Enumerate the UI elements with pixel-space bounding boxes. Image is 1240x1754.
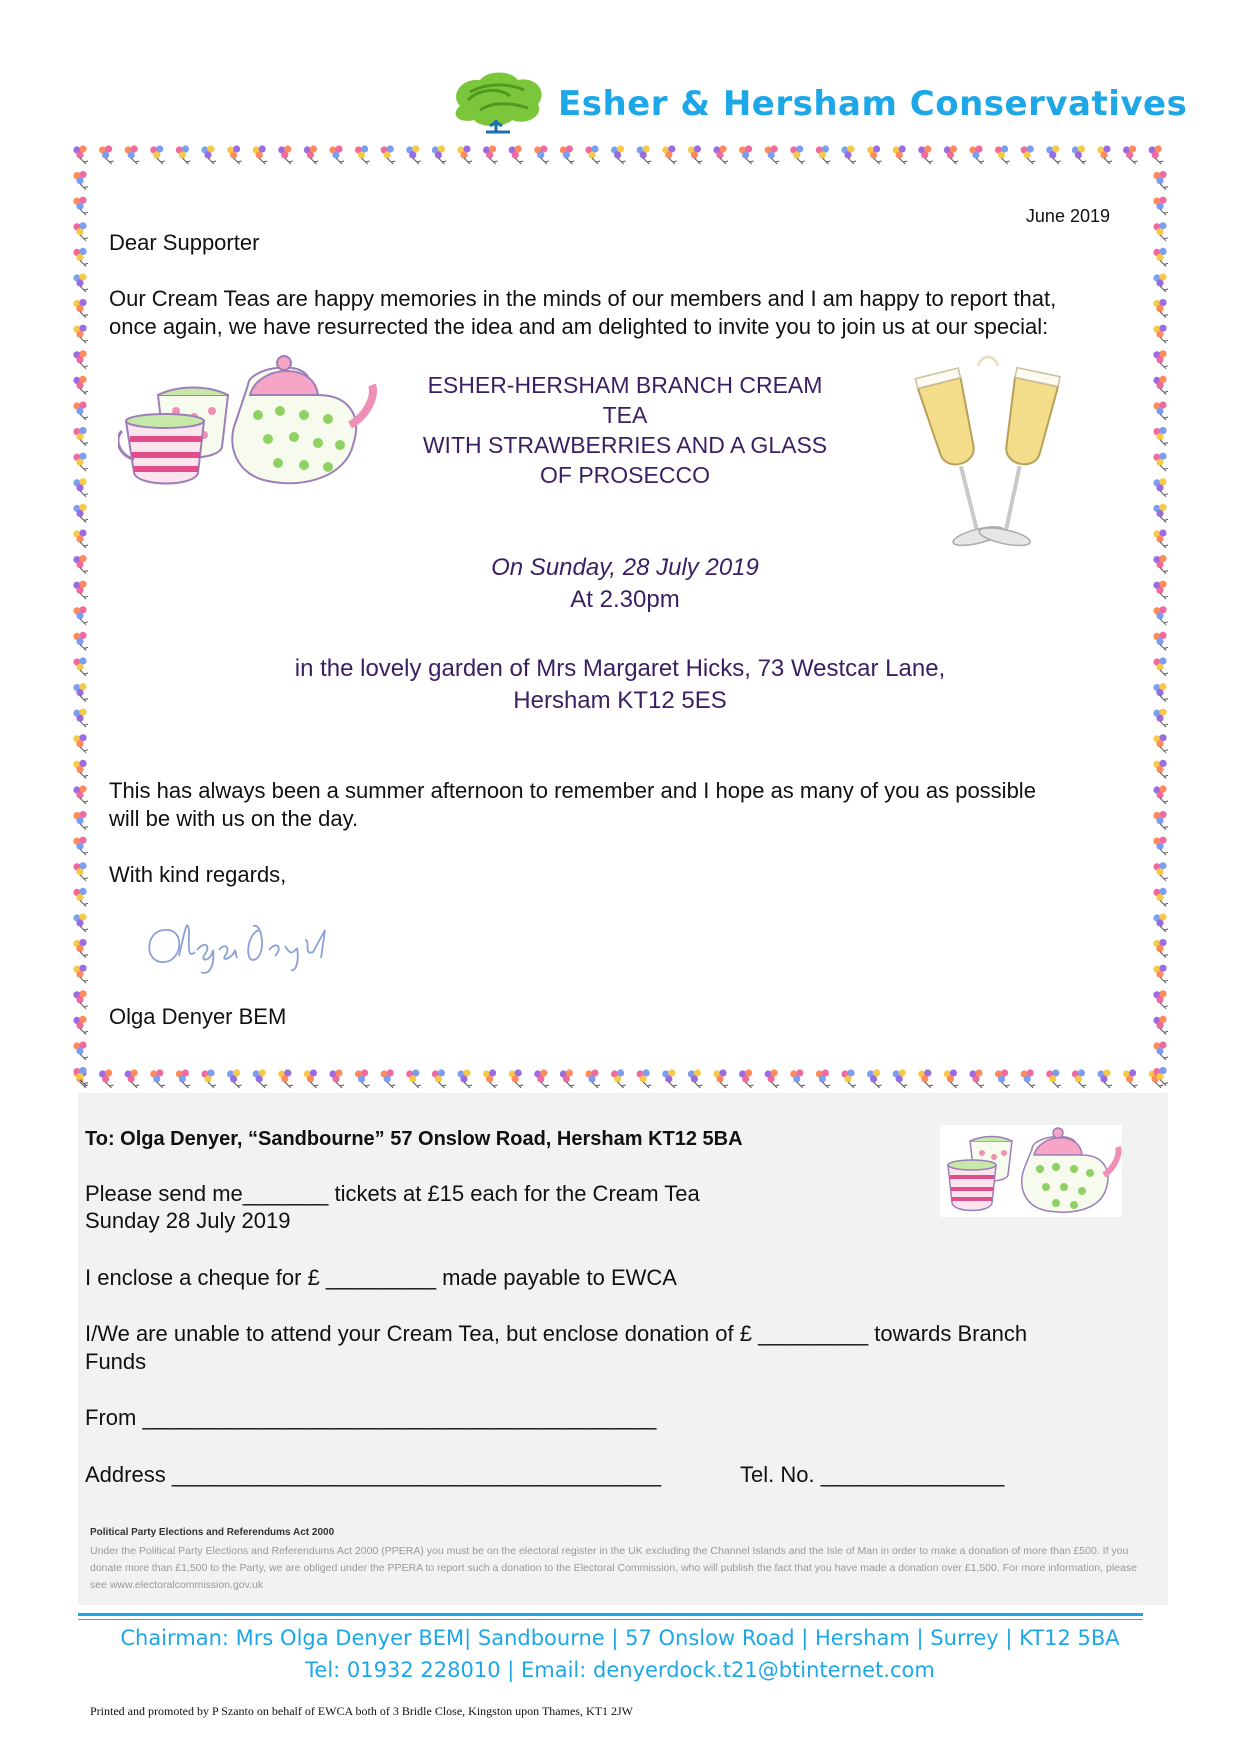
balloon-icon <box>1153 248 1168 267</box>
balloon-icon <box>304 145 319 164</box>
balloon-icon <box>73 504 88 523</box>
balloon-icon <box>1153 965 1168 984</box>
venue-line: in the lovely garden of Mrs Margaret Hicks, 73 Westcar Lane, <box>294 655 946 682</box>
intro-line: Our Cream Teas are happy memories in the minds of our members and I am happy to report that, <box>109 286 1057 311</box>
balloon-icon <box>765 1069 780 1088</box>
balloon-icon <box>457 145 472 164</box>
balloon-icon <box>201 145 216 164</box>
balloon-icon <box>73 145 88 164</box>
balloon-icon <box>662 145 677 164</box>
balloon-icon <box>278 1069 293 1088</box>
balloon-icon <box>73 299 88 318</box>
balloon-icon <box>483 145 498 164</box>
balloon-icon <box>1153 325 1168 344</box>
balloon-icon <box>73 248 88 267</box>
cheque-amount-field[interactable]: I enclose a cheque for £ _________ made payable to EWCA <box>85 1265 677 1290</box>
balloon-icon <box>73 785 88 804</box>
balloon-icon <box>713 1069 728 1088</box>
balloon-icon <box>1153 862 1168 881</box>
balloon-icon <box>1153 913 1168 932</box>
balloon-icon <box>73 709 88 728</box>
balloon-icon <box>1153 504 1168 523</box>
balloon-icon <box>893 1069 908 1088</box>
telephone-field[interactable]: Tel. No. _______________ <box>740 1462 1005 1487</box>
balloon-icon <box>73 683 88 702</box>
balloon-icon <box>432 1069 447 1088</box>
balloon-icon <box>1153 1016 1168 1035</box>
legal-notice-text: Under the Political Party Elections and Referendums Act 2000 (PPERA) you must be on the electoral register in the UK excluding the Channel Islands and the Isle of Man in order to make a donation of more than £500. If you donate more than £1,500 to the Party, we are obliged under the PPERA to report such a donation to the Electoral Commission, who will publish the fact that you have made a donation over £1,500. For more information, please see www.electoralcommission.gov.uk <box>90 1545 1137 1591</box>
venue-line: Hersham KT12 5ES <box>513 687 727 714</box>
balloon-icon <box>278 145 293 164</box>
balloon-icon <box>73 401 88 420</box>
balloon-icon <box>73 325 88 344</box>
regards: With kind regards, <box>109 862 287 887</box>
balloon-icon <box>1097 1069 1112 1088</box>
balloon-icon <box>1153 401 1168 420</box>
balloon-icon <box>611 1069 626 1088</box>
balloon-icon <box>1153 427 1168 446</box>
closing-paragraph <box>109 777 1139 833</box>
balloon-icon <box>841 145 856 164</box>
balloon-icon <box>99 145 114 164</box>
balloon-icon <box>73 760 88 779</box>
event-title-line: WITH STRAWBERRIES AND A GLASS <box>422 432 828 458</box>
balloon-icon <box>560 1069 575 1088</box>
balloon-icon <box>304 1069 319 1088</box>
balloon-icon <box>73 376 88 395</box>
balloon-icon <box>1153 734 1168 753</box>
balloon-icon <box>1153 222 1168 241</box>
balloon-icon <box>73 427 88 446</box>
balloon-icon <box>1153 683 1168 702</box>
balloon-icon <box>73 581 88 600</box>
tree-logo-icon <box>440 66 560 136</box>
balloon-icon <box>688 1069 703 1088</box>
balloon-icon <box>1153 581 1168 600</box>
balloon-icon <box>1153 939 1168 958</box>
balloon-icon <box>150 145 165 164</box>
balloon-icon <box>1153 197 1168 216</box>
balloon-icon <box>790 1069 805 1088</box>
balloon-icon <box>893 145 908 164</box>
balloon-icon <box>713 145 728 164</box>
balloon-icon <box>1021 145 1036 164</box>
balloon-icon <box>73 811 88 830</box>
balloon-icon <box>1153 299 1168 318</box>
balloon-icon <box>1153 632 1168 651</box>
donation-amount-field[interactable]: I/We are unable to attend your Cream Tea, but enclose donation of £ _________ towards Branch <box>85 1321 1028 1346</box>
ticket-request-field[interactable]: Please send me_______ tickets at £15 each for the Cream Tea <box>85 1181 700 1206</box>
balloon-icon <box>381 1069 396 1088</box>
balloon-icon <box>73 197 88 216</box>
balloon-icon <box>1021 1069 1036 1088</box>
balloon-icon <box>73 273 88 292</box>
balloon-icon <box>73 555 88 574</box>
balloon-icon <box>918 1069 933 1088</box>
balloon-icon <box>1123 1069 1138 1088</box>
teapot-and-cups-small-illustration <box>940 1125 1122 1217</box>
balloon-icon <box>329 1069 344 1088</box>
balloon-icon <box>406 1069 421 1088</box>
balloon-icon <box>637 1069 652 1088</box>
footer-contact: Tel: 01932 228010 | Email: denyerdock.t21@btinternet.com <box>305 1658 935 1682</box>
balloon-icon <box>534 1069 549 1088</box>
balloon-icon <box>1097 145 1112 164</box>
balloon-icon <box>534 145 549 164</box>
balloon-icon <box>1046 1069 1061 1088</box>
intro-line: once again, we have resurrected the idea and am delighted to invite you to join us at our special: <box>109 314 1049 339</box>
balloon-icon <box>867 145 882 164</box>
signer-name: Olga Denyer BEM <box>109 1004 287 1029</box>
balloon-icon <box>1153 171 1168 190</box>
balloon-icon <box>1046 145 1061 164</box>
balloon-icon <box>1072 145 1087 164</box>
balloon-icon <box>1153 555 1168 574</box>
balloon-icon <box>969 1069 984 1088</box>
balloon-icon <box>73 734 88 753</box>
balloon-icon <box>355 145 370 164</box>
balloon-icon <box>329 145 344 164</box>
event-title-line: ESHER-HERSHAM BRANCH CREAM <box>427 372 823 398</box>
handwritten-signature <box>135 900 355 980</box>
balloon-icon <box>1153 529 1168 548</box>
balloon-icon <box>944 1069 959 1088</box>
balloon-icon <box>73 990 88 1009</box>
balloon-icon <box>1153 1041 1168 1060</box>
address-field[interactable]: Address ________________________________________ <box>85 1462 662 1487</box>
balloon-icon <box>1153 478 1168 497</box>
balloon-icon <box>1153 453 1168 472</box>
balloon-icon <box>253 1069 268 1088</box>
balloon-icon <box>1149 145 1164 164</box>
balloon-icon <box>1153 990 1168 1009</box>
event-date: On Sunday, 28 July 2019 <box>491 554 759 581</box>
event-time: At 2.30pm <box>570 586 680 613</box>
balloon-icon <box>406 145 421 164</box>
balloon-icon <box>73 913 88 932</box>
balloon-icon <box>1153 376 1168 395</box>
footer-chairman-address: Chairman: Mrs Olga Denyer BEM| Sandbourne | 57 Onslow Road | Hersham | Surrey | KT12 5BA <box>120 1626 1120 1650</box>
footer-rule <box>78 1613 1143 1616</box>
balloon-icon <box>125 1069 140 1088</box>
balloon-icon <box>73 453 88 472</box>
from-name-field[interactable]: From __________________________________________ <box>85 1405 657 1430</box>
balloon-icon <box>457 1069 472 1088</box>
balloon-icon <box>73 657 88 676</box>
ticket-request-date: Sunday 28 July 2019 <box>85 1208 291 1233</box>
balloon-icon <box>765 145 780 164</box>
balloon-icon <box>73 478 88 497</box>
balloon-icon <box>509 145 524 164</box>
intro-paragraph <box>109 285 1139 341</box>
balloon-icon <box>1153 657 1168 676</box>
event-title-line: OF PROSECCO <box>540 462 710 488</box>
champagne-glasses-illustration <box>890 350 1090 562</box>
balloon-icon <box>1123 145 1138 164</box>
balloon-icon <box>611 145 626 164</box>
event-title-line: TEA <box>602 402 648 428</box>
balloon-icon <box>99 1069 114 1088</box>
balloon-icon <box>585 1069 600 1088</box>
balloon-icon <box>662 1069 677 1088</box>
legal-notice-title: Political Party Elections and Referendums Act 2000 <box>90 1527 335 1538</box>
balloon-icon <box>1153 837 1168 856</box>
balloon-icon <box>381 145 396 164</box>
balloon-icon <box>150 1069 165 1088</box>
donation-line-continued: Funds <box>85 1349 147 1374</box>
balloon-icon <box>560 145 575 164</box>
balloon-icon <box>176 145 191 164</box>
balloon-icon <box>73 171 88 190</box>
balloon-icon <box>227 145 242 164</box>
balloon-icon <box>1153 888 1168 907</box>
balloon-icon <box>73 632 88 651</box>
balloon-icon <box>688 145 703 164</box>
balloon-icon <box>73 606 88 625</box>
balloon-icon <box>125 145 140 164</box>
balloon-icon <box>227 1069 242 1088</box>
balloon-icon <box>432 145 447 164</box>
organisation-name: Esher & Hersham Conservatives <box>558 84 1188 124</box>
event-title <box>390 370 860 490</box>
balloon-icon <box>841 1069 856 1088</box>
balloon-icon <box>918 145 933 164</box>
balloon-icon <box>739 145 754 164</box>
balloon-icon <box>995 1069 1010 1088</box>
balloon-icon <box>585 145 600 164</box>
balloon-icon <box>1153 606 1168 625</box>
balloon-icon <box>1153 350 1168 369</box>
balloon-icon <box>73 222 88 241</box>
event-venue <box>220 653 1020 717</box>
balloon-icon <box>1153 811 1168 830</box>
balloon-icon <box>790 145 805 164</box>
balloon-icon <box>73 862 88 881</box>
balloon-icon <box>1153 760 1168 779</box>
balloon-icon <box>73 1016 88 1035</box>
balloon-icon <box>944 145 959 164</box>
balloon-icon <box>73 529 88 548</box>
balloon-icon <box>816 1069 831 1088</box>
balloon-icon <box>73 350 88 369</box>
balloon-icon <box>176 1069 191 1088</box>
balloon-icon <box>867 1069 882 1088</box>
balloon-icon <box>73 1041 88 1060</box>
balloon-icon <box>509 1069 524 1088</box>
footer-rule-thin <box>78 1619 1143 1620</box>
closing-line: This has always been a summer afternoon to remember and I hope as many of you as possible <box>109 778 1036 803</box>
balloon-icon <box>73 888 88 907</box>
balloon-icon <box>969 145 984 164</box>
closing-line: will be with us on the day. <box>109 806 359 831</box>
balloon-icon <box>995 145 1010 164</box>
balloon-icon <box>816 145 831 164</box>
balloon-icon <box>201 1069 216 1088</box>
balloon-icon <box>1153 785 1168 804</box>
balloon-icon <box>483 1069 498 1088</box>
balloon-icon <box>637 145 652 164</box>
balloon-icon <box>73 837 88 856</box>
balloon-icon <box>73 965 88 984</box>
teapot-and-cups-illustration <box>118 355 378 495</box>
balloon-icon <box>1072 1069 1087 1088</box>
form-address-line: To: Olga Denyer, “Sandbourne” 57 Onslow Road, Hersham KT12 5BA <box>85 1128 743 1150</box>
letter-date: June 2019 <box>1025 206 1110 226</box>
balloon-icon <box>355 1069 370 1088</box>
balloon-icon <box>1153 709 1168 728</box>
imprint: Printed and promoted by P Szanto on behalf of EWCA both of 3 Bridle Close, Kingston upon Thames, KT1 2JW <box>90 1704 633 1718</box>
balloon-icon <box>253 145 268 164</box>
salutation: Dear Supporter <box>109 230 260 255</box>
balloon-icon <box>73 939 88 958</box>
balloon-icon <box>1153 273 1168 292</box>
balloon-icon <box>739 1069 754 1088</box>
